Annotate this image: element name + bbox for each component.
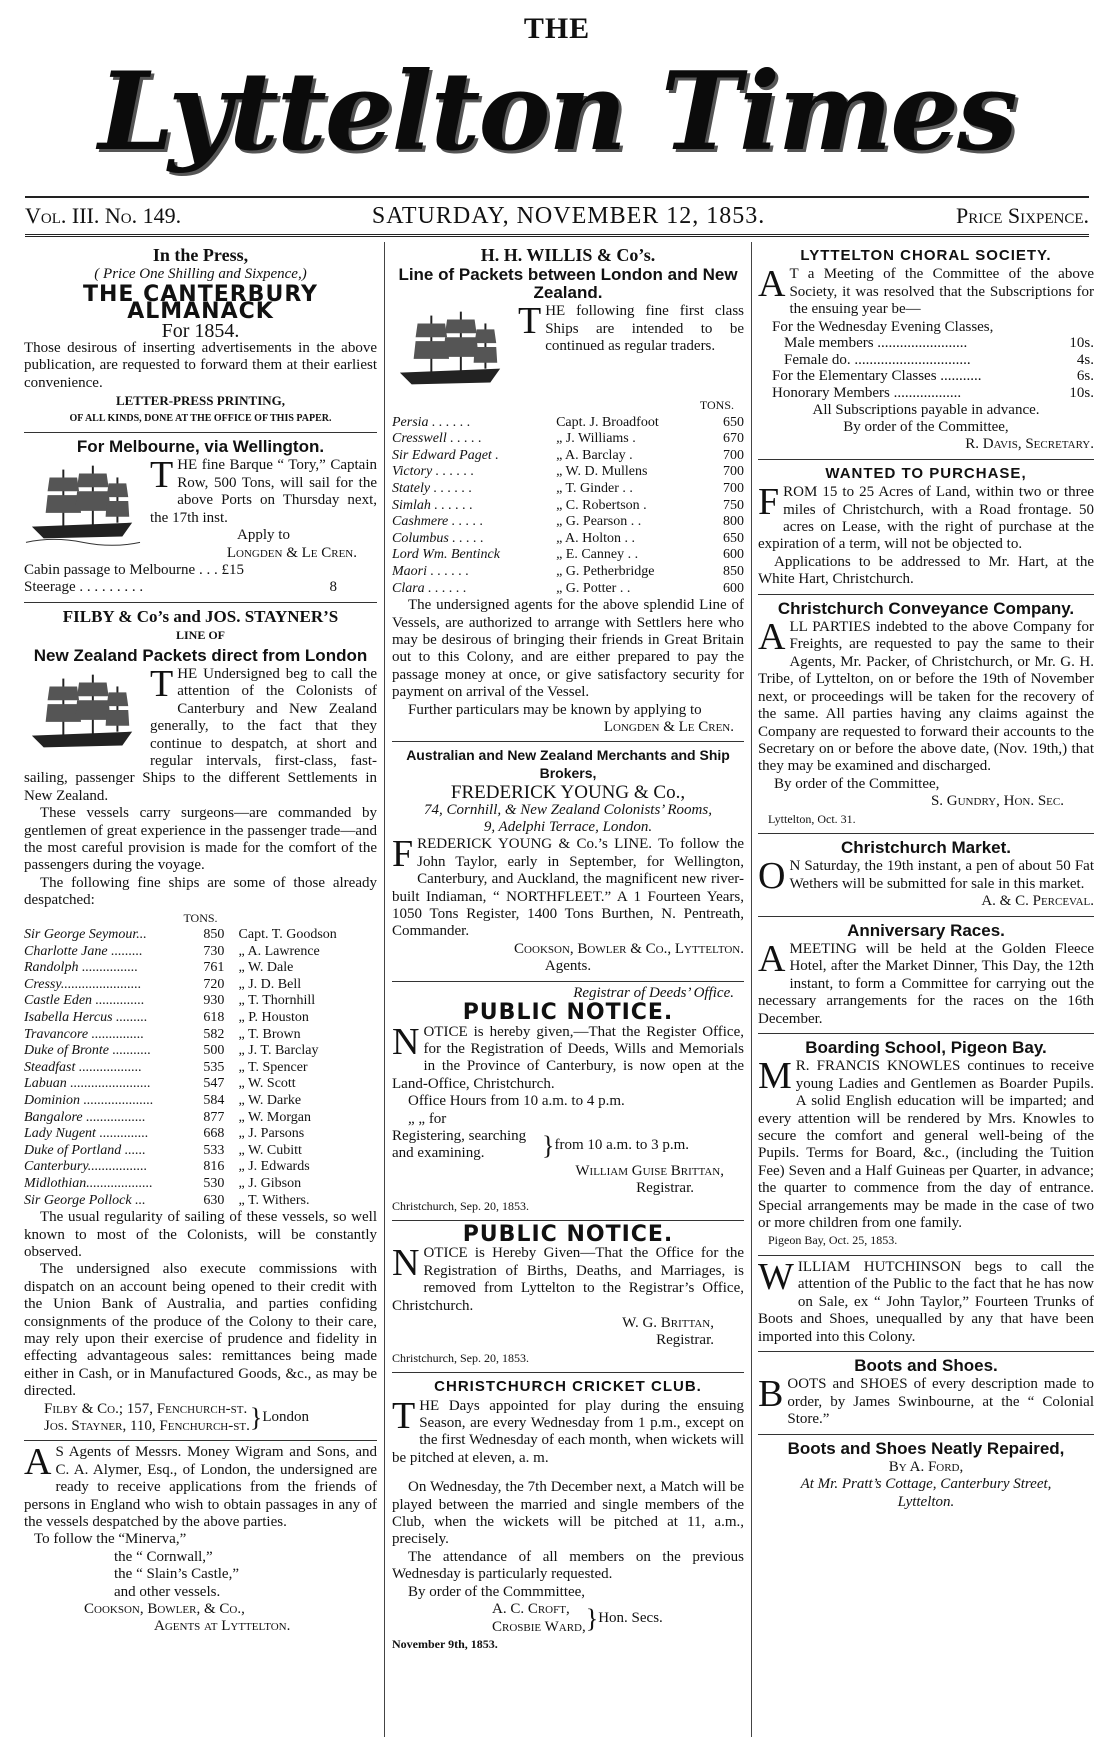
notice-date: November 9th, 1853. — [392, 1636, 498, 1651]
ship-captain: „ W. Dale — [238, 960, 294, 976]
table-row — [24, 1060, 377, 1077]
ship-captain: „ J. Williams . — [556, 431, 636, 447]
follow-line: To follow the “Minerva,” — [34, 1531, 187, 1548]
fee-label: Honorary Members .................. — [772, 385, 962, 401]
fee-amount: 4s. — [1076, 351, 1094, 368]
ad-heading: WANTED TO PURCHASE, — [825, 464, 1027, 482]
ad-body: HE fine Barque “ Tory,” Captain Row, 500 Tons, will sail for the above Ports on Thursday next, the 17th inst. — [150, 457, 377, 526]
ship-name: Midlothian................... — [24, 1175, 153, 1191]
ship-tons: 650 — [723, 414, 744, 430]
fee-label: Female do. ............................... — [784, 351, 971, 368]
ad-heading: H. H. WILLIS & Co’s. — [480, 245, 656, 265]
vessel: the “ Slain’s Castle,” — [114, 1566, 239, 1583]
drop-cap: M — [758, 1055, 792, 1098]
table-row — [24, 1159, 377, 1176]
dateline — [25, 196, 1089, 237]
signature: A. & C. Perceval. — [981, 893, 1094, 910]
ship-captain: „ G. Pearson . . — [556, 514, 642, 530]
conveyance-ad — [758, 595, 1094, 834]
ad-body: ILLIAM HUTCHINSON begs to call the attention of the Public to the fact that he has now on Sale, ex “ John Taylor,” Fourteen Trunks of Boots and Shoes, unequalled by any that have been imported into this Colony. — [758, 1258, 1094, 1345]
table-row — [392, 464, 744, 481]
ship-captain: „ J. Edwards — [238, 1159, 310, 1175]
notice-heading: PUBLIC NOTICE. — [462, 1000, 674, 1026]
ship-tons: 600 — [723, 547, 744, 563]
ship-name: Cashmere . . . . . — [392, 514, 484, 530]
signature: Jos. Stayner, 110, Fenchurch-st. — [44, 1418, 250, 1434]
ship-tons: 877 — [203, 1109, 225, 1125]
ship-captain: „ W. Scott — [238, 1076, 296, 1092]
ship-name: Clara . . . . . . — [392, 580, 467, 596]
signature: Cookson, Bowler, & Co., — [84, 1601, 245, 1618]
vessel: and other vessels. — [114, 1583, 221, 1600]
ship-tons: 670 — [723, 431, 744, 447]
ship-tons: 730 — [203, 943, 225, 959]
table-row — [392, 415, 744, 432]
tons-label: TONS. — [183, 910, 218, 925]
table-row — [24, 1076, 377, 1093]
ship-name: Labuan ....................... — [24, 1076, 151, 1092]
fee-amount: 6s. — [1076, 368, 1094, 385]
fee-label: Male members ........................ — [784, 335, 968, 352]
masthead-the: THE — [523, 12, 591, 45]
vessel: the “ Cornwall,” — [114, 1548, 213, 1565]
cabin-price: £15 — [221, 561, 244, 578]
signature: Agents. — [544, 958, 592, 975]
letterpress-heading: LETTER-PRESS PRINTING, — [115, 393, 286, 409]
melbourne-ad — [24, 433, 377, 603]
filby-ad: FILBY & Co’s and JOS. STAYNER’S LINE OF New Zealand Packets direct from London THE Undersigned beg to call the attention of the Colonists of Canterbury and New Zealand generally, to the fact that they continue to despatch, at short and regular intervals, first-class, fast-sailing, passenger Ships to the different Settlements in New Zealand. These vessels carry surgeons—are commanded by gentlemen of great experience in the passenger trade—and the most careful provision is made for the comfort of the passengers during the voyage. The following fine ships are some of those already despatched: TONS. Sir George Seymour... 850 Capt. T. Goodson Charlotte Jane ......... 730 „ A. Lawrence Randolph ................ 761 „ W. Dale Cressy....................... 720 „ J. D. Bell Castle Eden .............. 930 „ T. Thornhill Isabella Hercus ......... 618 „ P. Houston Travancore ............... 582 „ T. Brown Duke of Bronte ........... 500 „ J. T. Barclay Steadfast .................. 535 „ T. Spencer Labuan ....................... 547 „ W. Scott Dominion .................... 584 „ W. Darke Bangalore ................. 877 „ W. Morgan Lady Nugent .............. 668 „ J. Parsons Duke of Portland ...... 533 „ W. Cubitt Canterbury................. 816 „ J. Edwards Midlothian................... 530 „ J. Gibson Sir George Pollock ... 630 „ T. Withers. The usual regularity of sailing of these vessels, so well known to most of the Colonists, will be constantly observed. The undersigned also execute commissions with dispatch on an account being opened to their credit with the Union Bank of Australia, and parties confiding consignments of the produce of the Colony to their care, may rely upon their exercise of prudence and fidelity in effecting advantageous sales: remittances being made either in Cash, or in Manufactured Goods, &c., as may be directed. Filby & Co.; 157, Fenchurch-st. Jos. Stayner, 110, Fenchurch-st. } London — [24, 603, 377, 1442]
address: Lyttelton. — [897, 1493, 955, 1510]
masthead-title: Lyttelton Times — [98, 49, 1016, 175]
ad-body: ROM 15 to 25 Acres of Land, within two or three miles of Christchurch, with a Road frontage. 50 acres on Lease, with the right of purchase at the expiration of a term, will not be objected to. — [758, 484, 1094, 553]
ship-tons: 800 — [723, 514, 744, 530]
ship-captain: „ J. D. Bell — [238, 976, 302, 992]
ship-captain: „ G. Petherbridge — [556, 563, 655, 579]
drop-cap: N — [392, 1020, 420, 1063]
table-row — [24, 1193, 377, 1210]
almanack-year: For 1854. — [161, 319, 240, 342]
ad-heading: Australian and New Zealand Merchants and Ship Brokers, — [406, 747, 730, 781]
table-row — [24, 944, 377, 961]
ad-body: These vessels carry surgeons—are commanded by gentlemen of great experience in the passenger trade—and the most careful provision is made for the comfort of the passengers during the voyage. — [24, 805, 377, 874]
drop-cap: F — [758, 481, 780, 524]
ship-name: Castle Eden .............. — [24, 993, 145, 1009]
ad-subheading: New Zealand Packets direct from London — [33, 645, 368, 665]
ship-tons: 700 — [723, 464, 744, 480]
table-row — [24, 1143, 377, 1160]
signature: Filby & Co.; 157, Fenchurch-st. — [44, 1400, 248, 1417]
signature: Registrar. — [656, 1332, 714, 1349]
almanack-ad — [24, 242, 377, 433]
ship-captain: „ A. Holton . . — [556, 530, 636, 546]
notice-date: Christchurch, Sep. 20, 1853. — [392, 1198, 529, 1213]
ad-heading: For Melbourne, via Wellington. — [76, 437, 325, 457]
ad-body: LL PARTIES indebted to the above Company for Freights, are requested to pay the same to their Agents, Mr. Packer, of Christchurch, or Mr. G. H. Tribe, of Lyttelton, on or before the 19th of November next, or proceedings will be taken for the recovery of the same. All parties having any claims against the Company are requested to forward their accounts to the Secretary on or before the above date, (Nov. 19th,) that they may be examined and discharged. — [758, 619, 1094, 775]
ship-name: Lord Wm. Bentinck — [392, 547, 500, 563]
table-row — [392, 564, 744, 581]
ship-name: Bangalore ................. — [24, 1109, 146, 1125]
signature: A. C. Croft, — [492, 1601, 570, 1618]
by-order: By order of the Committee, — [774, 775, 940, 792]
ad-body: The undersigned agents for the above splendid Line of Vessels, are authorized to arrange with Settlers here who may be desirous of bringing their friends in Great Britain out to this Colony, and are either prepared to pay the passage money at once, or give satisfactory security for payment on arrival of the Vessel. — [392, 597, 744, 701]
drop-cap: N — [392, 1242, 420, 1285]
ship-tons: 850 — [723, 563, 744, 579]
signature: Cookson, Bowler & Co., Lyttelton. — [514, 940, 744, 957]
table-row — [758, 385, 1094, 402]
ship-captain: Capt. T. Goodson — [238, 927, 337, 943]
advance-note: All Subscriptions payable in advance. — [812, 401, 1040, 418]
registering-label: Registering, searching and examining. — [392, 1127, 527, 1162]
ad-body: The attendance of all members on the previous Wednesday is particularly requested. — [392, 1548, 744, 1583]
office-hours: Office Hours from 10 a.m. to 4 p.m. — [408, 1093, 625, 1110]
ad-price: ( Price One Shilling and Sixpence,) — [94, 266, 307, 283]
drop-cap: A — [758, 616, 786, 659]
notice-date: Lyttelton, Oct. 31. — [768, 811, 856, 826]
school-ad — [758, 1034, 1094, 1256]
ship-name: Victory . . . . . . — [392, 464, 475, 480]
notice-date: Pigeon Bay, Oct. 25, 1853. — [768, 1233, 898, 1248]
ship-tons: 720 — [203, 976, 225, 992]
table-row — [392, 547, 744, 564]
ship-tons: 650 — [723, 530, 744, 546]
ad-body: The undersigned also execute commissions with dispatch on an account being opened to their credit with the Union Bank of Australia, and parties confiding consignments of the produce of the Colony to their care, may rely upon their exercise of prudence and fidelity in effecting advantageous sales: remittances being made either in Cash, or in Manufactured Goods, &c., as may be directed. — [24, 1261, 377, 1400]
drop-cap: T — [518, 300, 542, 343]
signature: Crosbie Ward, — [492, 1618, 586, 1635]
column-rule — [751, 242, 752, 1737]
ship-tons: 761 — [203, 960, 225, 976]
ad-subheading: Line of Packets between London and New Zealand. — [398, 265, 738, 302]
registering-hours: from 10 a.m. to 3 p.m. — [554, 1136, 690, 1153]
ship-captain: „ J. Parsons — [238, 1126, 305, 1142]
address: 9, Adelphi Terrace, London. — [483, 819, 653, 836]
ship-name: Maori . . . . . . — [392, 563, 469, 579]
office-name: Registrar of Deeds’ Office. — [573, 984, 734, 1001]
ship-name: Charlotte Jane ......... — [24, 943, 143, 959]
column-1 — [24, 242, 377, 1737]
ad-body: T a Meeting of the Committee of the above Society, it was resolved that the Subscriptions for the ensuing year be— — [789, 266, 1094, 318]
fee-label: For the Elementary Classes ........... — [772, 368, 982, 385]
ad-body: HE Undersigned beg to call the attention of the Colonists of Canterbury and New Zealand generally, to the fact that they continue to despatch, at short and regular intervals, first-class, fast-sailing, passenger Ships to the different Settlements in New Zealand. — [24, 665, 377, 804]
table-row — [24, 1027, 377, 1044]
ship-captain: „ W. D. Mullens — [556, 464, 648, 480]
ad-body: The following fine ships are some of those already despatched: — [24, 874, 377, 909]
races-ad — [758, 917, 1094, 1034]
ship-name: Cresswell . . . . . — [392, 431, 482, 447]
ad-heading: In the Press, — [152, 245, 249, 265]
ship-captain: „ C. Robertson . — [556, 497, 647, 513]
table-row — [392, 448, 744, 465]
ad-body: HE Days appointed for play during the ensuing Season, are every Wednesday from 1 p.m., except on the first Wednesday of each month, when wickets will be pitched at eleven, a. m. — [392, 1397, 744, 1466]
ship-tons: 700 — [723, 447, 744, 463]
ad-body: OTICE is hereby given,—That the Register Office, for the Registration of Deeds, Wills and Memorials in the Province of Canterbury, is now open at the Land-Office, Christchurch. — [392, 1023, 744, 1092]
signature: William Guise Brittan, — [575, 1162, 724, 1179]
ship-tons: 668 — [203, 1126, 225, 1142]
fee-table — [758, 319, 1094, 402]
ship-name: Simlah . . . . . . — [392, 497, 473, 513]
ship-name: Duke of Bronte ........... — [24, 1043, 152, 1059]
ship-captain: „ W. Cubitt — [238, 1142, 302, 1158]
ship-tons: 600 — [723, 580, 744, 596]
drop-cap: A — [24, 1441, 52, 1484]
fee-amount: 10s. — [1069, 335, 1094, 352]
table-row — [392, 581, 744, 598]
ship-tons: 582 — [203, 1026, 225, 1042]
cricket-ad: CHRISTCHURCH CRICKET CLUB. THE Days appointed for play during the ensuing Season, are every Wednesday from 1 p.m., except on the first Wednesday of each month, when wickets will be pitched at eleven, a. m. On Wednesday, the 7th December next, a Match will be played between the married and single members of the Club, when the wickets will be pitched at 11, a.m., precisely. The attendance of all members on the previous Wednesday is particularly requested. By order of the Commmittee, A. C. Croft, Crosbie Ward, } Hon. Secs. November 9th, 1853. — [392, 1373, 744, 1658]
drop-cap: A — [758, 937, 786, 980]
signature: W. G. Brittan, — [622, 1315, 714, 1331]
almanack-title: THE CANTERBURY ALMANACK — [83, 281, 318, 325]
ship-name: Sir George Seymour... — [24, 927, 147, 943]
table-row — [758, 352, 1094, 369]
ad-heading: Boots and Shoes. — [854, 1355, 998, 1375]
apply-to: Apply to — [237, 527, 290, 544]
ad-heading: LYTTELTON CHORAL SOCIETY. — [800, 247, 1052, 264]
ship-tons: 584 — [203, 1092, 225, 1108]
volume-number: Vol. III. No. 149. — [25, 203, 182, 228]
ship-captain: „ W. Darke — [238, 1092, 302, 1108]
drop-cap: T — [392, 1394, 416, 1437]
ship-tons: 930 — [203, 993, 225, 1009]
ship-name: Columbus . . . . . — [392, 530, 484, 546]
ship-captain: „ J. Gibson — [238, 1175, 302, 1191]
repair-ad — [758, 1435, 1094, 1517]
drop-cap: T — [150, 662, 174, 705]
hutchinson-ad — [758, 1256, 1094, 1352]
ship-captain: „ J. T. Barclay — [238, 1043, 319, 1059]
notice-heading: PUBLIC NOTICE. — [462, 1221, 674, 1247]
signature: Longden & Le Cren. — [603, 719, 734, 735]
ad-body: Those desirous of inserting advertisements in the above publication, are requested to forward them at their earliest convenience. — [24, 340, 377, 391]
table-row — [24, 1126, 377, 1143]
table-row — [24, 977, 377, 994]
table-row — [24, 993, 377, 1010]
firm-name: FREDERICK YOUNG & Co., — [450, 782, 686, 804]
ship-tons: 530 — [203, 1175, 225, 1191]
ship-name: Lady Nugent .............. — [24, 1126, 149, 1142]
fee-amount: 10s. — [1069, 385, 1094, 401]
by-order: By order of the Commmittee, — [408, 1583, 586, 1600]
willis-ad — [392, 242, 744, 742]
ad-body: N Saturday, the 19th instant, a pen of about 50 Fat Wethers will be submitted for sale in this market. — [789, 858, 1094, 892]
ad-heading: Boots and Shoes Neatly Repaired, — [787, 1438, 1065, 1458]
ship-name: Sir George Pollock ... — [24, 1192, 146, 1208]
ad-body: OOTS and SHOES of every description made to order, by James Swinbourne, at the “ Colonial Store.” — [787, 1376, 1094, 1428]
price: Price Sixpence. — [956, 203, 1089, 228]
ship-tons: 630 — [203, 1192, 225, 1208]
ad-heading: Christchurch Market. — [840, 837, 1012, 857]
signature: Registrar. — [636, 1180, 694, 1197]
table-row — [392, 498, 744, 515]
ad-body: HE following fine first class Ships are intended to be continued as regular traders. — [545, 303, 744, 355]
market-ad — [758, 834, 1094, 917]
ship-name: Cressy....................... — [24, 976, 142, 992]
agent-name: Longden & Le Cren. — [226, 544, 357, 561]
ad-body: The usual regularity of sailing of these vessels, so well known to most of the Colonists, will be constantly observed. — [24, 1209, 377, 1260]
ship-table — [392, 415, 744, 598]
ship-tons: 535 — [203, 1059, 225, 1075]
address: 74, Cornhill, & New Zealand Colonists’ Rooms, — [424, 801, 712, 818]
wanted-ad — [758, 460, 1094, 595]
ship-icon — [24, 459, 142, 549]
ad-heading: Anniversary Races. — [847, 920, 1005, 940]
ad-heading: Boarding School, Pigeon Bay. — [805, 1038, 1047, 1057]
ad-body: Further particulars may be known by applying to — [408, 701, 702, 718]
boots-ad — [758, 1352, 1094, 1435]
ship-name: Steadfast .................. — [24, 1059, 142, 1075]
drop-cap: O — [758, 855, 786, 898]
drop-cap: W — [758, 1255, 794, 1298]
table-row — [392, 431, 744, 448]
ship-tons: 816 — [203, 1159, 225, 1175]
ship-captain: „ T. Thornhill — [238, 993, 316, 1009]
ship-tons: 850 — [203, 927, 225, 943]
ship-name: Duke of Portland ...... — [24, 1142, 146, 1158]
ship-captain: „ G. Potter . . — [556, 580, 631, 596]
ship-table — [24, 927, 377, 1209]
ship-captain: „ T. Withers. — [238, 1192, 310, 1208]
ship-name: Canterbury................. — [24, 1159, 148, 1175]
column-3 — [758, 242, 1094, 1737]
letterpress-sub: OF ALL KINDS, DONE AT THE OFFICE OF THIS PAPER. — [69, 412, 332, 424]
table-row — [24, 1010, 377, 1027]
ship-captain: „ E. Canney . . — [556, 547, 639, 563]
table-row — [24, 1043, 377, 1060]
drop-cap: T — [150, 454, 174, 497]
signature: Agents at Lyttelton. — [154, 1618, 291, 1635]
ship-icon — [24, 668, 142, 758]
agents-ad — [24, 1441, 377, 1640]
ad-heading: Christchurch Conveyance Company. — [777, 598, 1075, 618]
signature: R. Davis, Secretary. — [965, 436, 1094, 453]
table-row — [392, 531, 744, 548]
births-notice — [392, 1221, 744, 1373]
ad-body: OTICE is Hereby Given—That the Office for the Registration of Births, Deaths, and Marriages, is removed from Lyttelton to the Registrar’s Office, Christchurch. — [392, 1245, 744, 1314]
table-row — [24, 960, 377, 977]
ship-tons: 750 — [723, 497, 744, 513]
ad-heading: FILBY & Co’s and JOS. STAYNER’S — [62, 606, 339, 626]
ad-body: On Wednesday, the 7th December next, a Match will be played between the married and single members of the Club, when the wickets will be pitched at 11, a.m., precisely. — [392, 1479, 744, 1548]
table-row — [24, 1176, 377, 1193]
ship-tons: 533 — [203, 1142, 225, 1158]
signature: S. Gundry, Hon. Sec. — [930, 793, 1064, 810]
ship-captain: „ T. Spencer — [238, 1059, 308, 1075]
ship-name: Persia . . . . . . — [392, 414, 471, 430]
ship-name: Stately . . . . . . — [392, 481, 473, 496]
ship-captain: Capt. J. Broadfoot — [556, 414, 659, 430]
deeds-notice: Registrar of Deeds’ Office. PUBLIC NOTICE. NOTICE is hereby given,—That the Register Office, for the Registration of Deeds, Wills and Memorials in the Province of Canterbury, is now open at the Land-Office, Christchurch. Office Hours from 10 a.m. to 4 p.m. „ „ for Registering, searching and examining. } from 10 a.m. to 3 p.m. William Guise Brittan, Registrar. Christchurch, Sep. 20, 1853. — [392, 982, 744, 1221]
by-line: By A. Ford, — [888, 1458, 964, 1475]
table-row — [758, 335, 1094, 352]
table-row — [392, 514, 744, 531]
table-row — [392, 481, 744, 498]
drop-cap: B — [758, 1373, 784, 1416]
ship-name: Randolph ................ — [24, 960, 138, 976]
ship-tons: 618 — [203, 1010, 225, 1025]
ship-captain: „ A. Lawrence — [238, 943, 320, 959]
drop-cap: A — [758, 263, 786, 306]
ship-name: Isabella Hercus ......... — [24, 1010, 148, 1025]
ship-captain: „ P. Houston — [238, 1010, 309, 1025]
column-rule — [384, 242, 385, 1737]
issue-date: SATURDAY, NOVEMBER 12, 1853. — [371, 202, 766, 229]
young-ad — [392, 742, 744, 981]
by-order: By order of the Committee, — [843, 419, 1009, 435]
ship-name: Travancore ............... — [24, 1026, 145, 1042]
ship-captain: „ T. Ginder . . — [556, 481, 633, 496]
ship-tons: 500 — [203, 1043, 225, 1059]
ship-captain: „ A. Barclay . — [556, 447, 633, 463]
address: At Mr. Pratt’s Cottage, Canterbury Street, — [800, 1476, 1052, 1493]
fee-amount — [1062, 319, 1094, 336]
ship-captain: „ T. Brown — [238, 1026, 301, 1042]
table-row — [24, 1110, 377, 1127]
ditto-line: „ „ for — [408, 1110, 447, 1127]
signature-city: London — [262, 1409, 309, 1426]
notice-date: Christchurch, Sep. 20, 1853. — [392, 1350, 529, 1365]
table-row — [24, 1093, 377, 1110]
ad-heading: CHRISTCHURCH CRICKET CLUB. — [434, 1378, 702, 1396]
ad-body: R. FRANCIS KNOWLES continues to receive young Ladies and Gentlemen as Boarder Pupils. A solid English education will be imparted; and every attention will be rendered by Mrs. Knowles to secure the comfort and general well-being of the Pupils. Terms for Board, &c., (including the Tuition Fee) Seven and a Half Guineas per Quarter, in advance; the quarter to commence from the day of entrance. Special arrangements may be made in the case of two or more children from one family. — [758, 1058, 1094, 1232]
ad-body: MEETING will be held at the Golden Fleece Hotel, after the Market Dinner, This Day, the 12th instant, to form a Committee for carrying out the necessary arrangements for the races on the 16th December. — [758, 940, 1094, 1027]
table-row — [758, 319, 1094, 336]
column-2 — [392, 242, 744, 1737]
table-row — [24, 927, 377, 944]
steerage-price: 8 — [329, 579, 337, 596]
hon-secs: Hon. Secs. — [598, 1609, 663, 1626]
steerage-label: Steerage . . . . . . . . . — [24, 579, 144, 596]
tons-label: TONS. — [699, 398, 734, 413]
ship-name: Sir Edward Paget . — [392, 447, 499, 463]
ad-body: REDERICK YOUNG & Co.’s LINE. To follow the John Taylor, early in September, for Wellington, Canterbury, and Auckland, the magnificent new river-built Indiaman, “ NORTHFLEET.” A 1 Fourteen Years, 1050 Tons Register, 1400 Tons Burthen, N. Pentreath, Commander. — [392, 836, 744, 940]
drop-cap: F — [392, 833, 414, 876]
line-of: LINE OF — [175, 628, 225, 643]
table-row — [758, 368, 1094, 385]
ad-body: Applications to be addressed to Mr. Hart, at the White Hart, Christchurch. — [758, 553, 1094, 588]
choral-ad — [758, 242, 1094, 460]
ship-tons: 700 — [723, 481, 744, 496]
ship-captain: „ W. Morgan — [238, 1109, 311, 1125]
fee-label: For the Wednesday Evening Classes, — [772, 318, 994, 335]
ship-icon — [392, 305, 510, 395]
ship-tons: 547 — [203, 1076, 225, 1092]
ad-body: S Agents of Messrs. Money Wigram and Sons, and C. A. Alymer, Esq., of London, the undersigned are ready to receive applications from the friends of persons in England who wish to obtain passages in any of the vessels despatched by the above parties. — [24, 1444, 377, 1531]
cabin-label: Cabin passage to Melbourne . . . — [24, 561, 222, 578]
ship-name: Dominion .................... — [24, 1092, 154, 1108]
masthead — [0, 0, 1114, 196]
